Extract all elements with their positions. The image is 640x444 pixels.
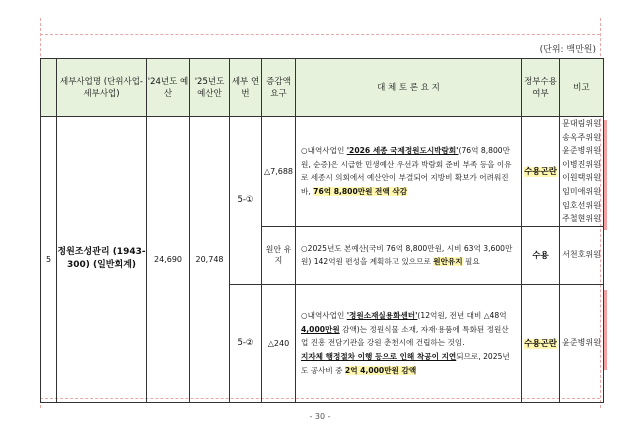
remark-member: 주철현위원	[562, 214, 601, 224]
remark-member: 송옥주위원	[562, 132, 601, 142]
acceptance: 수용	[522, 226, 560, 284]
acceptance	[522, 284, 560, 402]
memo-title: '정원소재실용화센터'	[346, 311, 418, 321]
header-remark: 비고	[560, 59, 604, 117]
acceptance-text: 수용곤란	[524, 167, 557, 178]
remark-member: 윤준병위원	[562, 146, 601, 156]
memo-text: (12억원, 전년 대비 △48억	[417, 311, 507, 321]
header-number	[41, 59, 57, 117]
budget-table	[40, 58, 604, 403]
margin-ruler-mark	[604, 290, 607, 370]
remark-member: 윤준병위원	[562, 338, 601, 348]
bullet: ○	[301, 146, 308, 156]
budget-2024: 24,690	[147, 117, 190, 403]
memo-text: (76억 8,800만원, 순증)은 시급한 민생예산 우선과 박람회 준비 부족 등을 이유로 세종시 의회에서 예산안이 부결되어 지방비 확보가 어려워진바,	[301, 146, 512, 196]
header-memo: 대 체 토 론 요 지	[296, 59, 522, 117]
remark-members	[560, 226, 604, 284]
remark-member: 문대림위원	[562, 119, 601, 128]
header-budget25: '25년도 예산안	[190, 59, 230, 117]
bullet: ○	[301, 243, 308, 253]
memo-text: 내역사업인	[307, 311, 347, 321]
header-budget24: '24년도 예산	[147, 59, 190, 117]
remark-members	[560, 284, 604, 402]
discussion-memo	[296, 284, 522, 402]
bullet: ○	[301, 311, 308, 321]
remark-member: 임미애위원	[562, 186, 601, 196]
header-change: 증감액 요구	[262, 59, 296, 117]
remark-member: 이병진위원	[562, 159, 601, 169]
memo-emphasis: 2억 4,000만원 감액	[344, 365, 417, 375]
memo-emphasis: 원안유지	[433, 257, 463, 267]
budget-2025: 20,748	[190, 117, 230, 403]
remark-member: 임호선위원	[562, 200, 601, 210]
memo-emphasis: 76억 8,800만원 전액 삭감	[313, 186, 408, 196]
change-amount: △7,688	[262, 117, 296, 227]
memo-title: '2026 세종 국제정원도시박람회'	[346, 146, 459, 156]
remark-member: 이원택위원	[562, 173, 601, 183]
table-row	[41, 117, 604, 227]
memo-text: 2025년도 본예산(국비 76억 8,800만원, 시비 63억 3,600만원) 142억원 편성을 계획하고 있으므로	[301, 243, 513, 267]
memo-amount: 4,000만원	[301, 324, 340, 334]
header-project: 세부사업명 (단위사업- 세부사업)	[57, 59, 147, 117]
memo-text: 필요	[462, 257, 480, 267]
remark-members	[560, 117, 604, 227]
change-amount: △240	[262, 284, 296, 402]
project-name: 정원조성관리 (1943-300) (일반회계)	[57, 117, 147, 403]
unit-label: (단위: 백만원)	[539, 45, 596, 55]
memo-text: 되므로, 2025년도 공사비 중	[301, 352, 510, 375]
page-guide-top	[40, 34, 600, 35]
remark-member: 서천호위원	[562, 250, 601, 260]
discussion-memo	[296, 117, 522, 227]
header-section: 세부 연번	[230, 59, 262, 117]
row-number: 5	[41, 117, 57, 403]
section-number: 5-①	[230, 117, 262, 285]
memo-emphasis: 지자체 행정절차 이행 등으로 인해 착공이 지연	[301, 352, 457, 362]
section-number: 5-②	[230, 284, 262, 402]
memo-text: 내역사업인	[307, 146, 347, 156]
header-accept: 정부수용 여부	[522, 59, 560, 117]
header-row	[41, 59, 604, 117]
memo-text: 감액)는 정원식물 소재, 자재·용품에 특화된 정원산업 진흥 전담기관을 강원 춘천시에 건립하는 것임.	[301, 324, 509, 348]
discussion-memo	[296, 226, 522, 284]
change-amount: 원안 유지	[262, 226, 296, 284]
margin-ruler-mark	[604, 120, 607, 230]
acceptance-text: 수용곤란	[524, 339, 557, 350]
page-number: - 30 -	[309, 412, 331, 421]
acceptance	[522, 117, 560, 227]
